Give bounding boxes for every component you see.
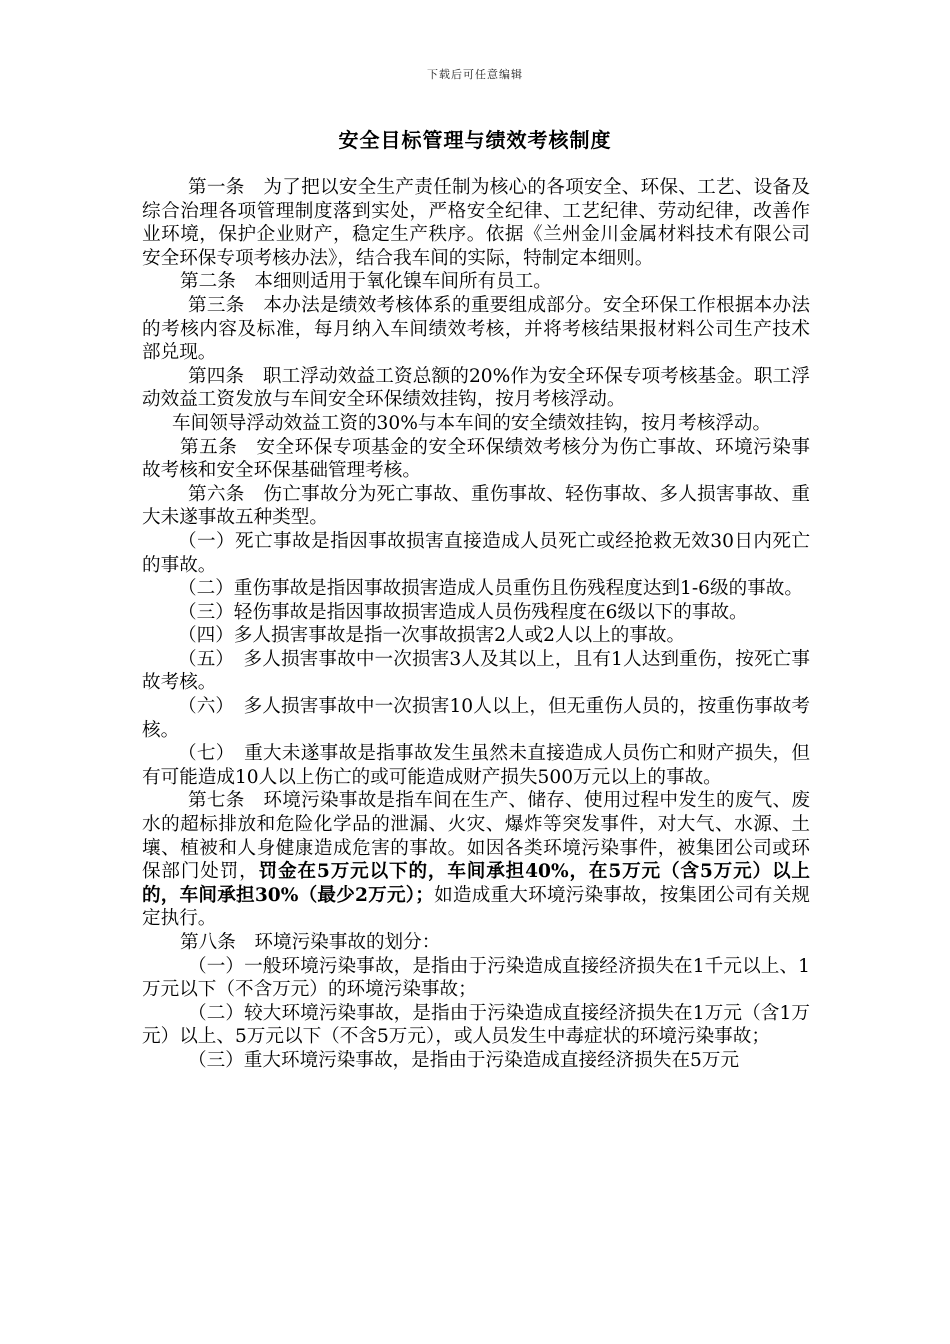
article-6-item-6: （六） 多人损害事故中一次损害10人以上，但无重伤人员的，按重伤事故考核。 [142,696,810,741]
article-7 [142,789,810,931]
document-title: 安全目标管理与绩效考核制度 [338,128,612,152]
article-6-item-7: （七） 重大未遂事故是指事故发生虽然未直接造成人员伤亡和财产损失，但有可能造成10人以上伤亡的或可能造成财产损失500万元以上的事故。 [142,743,810,788]
article-1: 第一条 为了把以安全生产责任制为核心的各项安全、环保、工艺、设备及综合治理各项管理制度落到实处，严格安全纪律、工艺纪律、劳动纪律，改善作业环境，保护企业财产，稳定生产秩序。依据《兰州金川金属材料技术有限公司安全环保专项考核办法》，结合我车间的实际，特制定本细则。 [142,177,810,269]
article-2: 第二条 本细则适用于氧化镍车间所有员工。 [180,271,552,293]
article-5: 第五条 安全环保专项基金的安全环保绩效考核分为伤亡事故、环境污染事故考核和安全环保基础管理考核。 [142,436,810,482]
article-6-item-1: （一）死亡事故是指因事故损害直接造成人员死亡或经抢救无效30日内死亡的事故。 [142,530,810,576]
article-4: 第四条 职工浮动效益工资总额的20%作为安全环保专项考核基金。职工浮动效益工资发放与车间安全环保绩效挂钩，按月考核浮动。 [142,365,810,411]
article-6: 第六条 伤亡事故分为死亡事故、重伤事故、轻伤事故、多人损害事故、重大未遂事故五种类型。 [142,483,810,529]
document-body [142,176,810,1073]
header-note: 下载后可任意编辑 [427,68,523,81]
article-6-item-5: （五） 多人损害事故中一次损害3人及其以上，且有1人达到重伤，按死亡事故考核。 [142,648,810,694]
article-8: 第八条 环境污染事故的划分： [180,932,441,953]
article-8-item-2: （二）较大环境污染事故，是指由于污染造成直接经济损失在1万元（含1万元）以上、5万元以下（不含5万元），或人员发生中毒症状的环境污染事故； [142,1002,810,1048]
article-3: 第三条 本办法是绩效考核体系的重要组成部分。安全环保工作根据本办法的考核内容及标准，每月纳入车间绩效考核，并将考核结果报材料公司生产技术部兑现。 [142,294,810,364]
article-6-item-3: （三）轻伤事故是指因事故损害造成人员伤残程度在6级以下的事故。 [178,601,748,623]
article-8-item-3: （三）重大环境污染事故，是指由于污染造成直接经济损失在5万元 [188,1049,740,1071]
article-7-penalty-terms: 罚金在5万元以下的，车间承担40%，在5万元（含5万元）以上的，车间承担30%（最少2万元）； [142,861,810,906]
article-6-item-4: （四）多人损害事故是指一次事故损害2人或2人以上的事故。 [178,625,686,647]
article-8-item-1: （一）一般环境污染事故，是指由于污染造成直接经济损失在1千元以上、1万元以下（不含万元）的环境污染事故； [142,955,810,1001]
article-4-leaders: 车间领导浮动效益工资的30%与本车间的安全绩效挂钩，按月考核浮动。 [172,412,772,434]
article-6-item-2: （二）重伤事故是指因事故损害造成人员重伤且伤残程度达到1-6级的事故。 [178,578,803,600]
article-7-major-case: 如造成重大环境污染事故，按集团公司有关规定执行。 [142,884,810,930]
article-7-text: 第七条 环境污染事故是指车间在生产、储存、使用过程中发生的废气、废水的超标排放和危险化学品的泄漏、火灾、爆炸等突发事件，对大气、水源、土壤、植被和人身健康造成危害的事故。如因各类环境污染事件，被集团公司或环保部门处罚， [142,790,810,883]
